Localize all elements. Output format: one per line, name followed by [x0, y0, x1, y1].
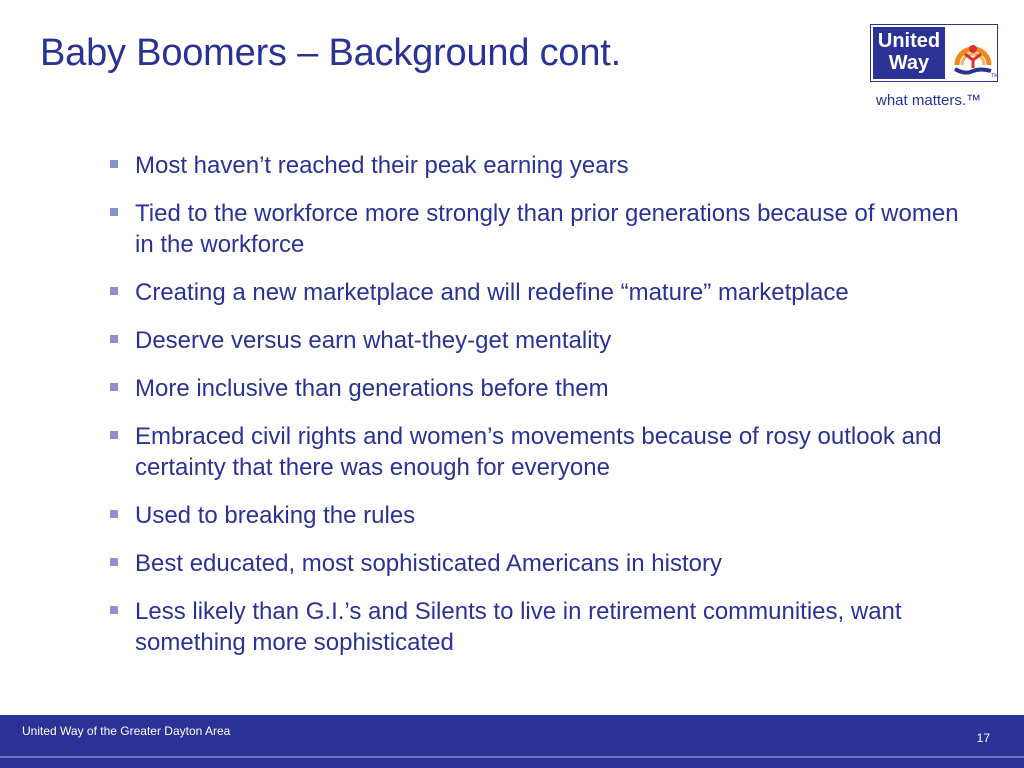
bullet-marker	[110, 160, 118, 168]
footer-bar	[0, 715, 1024, 768]
bullet-marker	[110, 606, 118, 614]
slide-title: Baby Boomers – Background cont.	[40, 32, 622, 74]
logo-line-2: Way	[888, 52, 930, 74]
footer-organization: United Way of the Greater Dayton Area	[22, 724, 231, 738]
bullet-marker	[110, 335, 118, 343]
logo-line-1: United	[877, 30, 941, 52]
bullet-text: More inclusive than generations before them	[135, 375, 609, 402]
bullet-item	[110, 373, 970, 404]
bullet-list	[110, 150, 970, 675]
bullet-item	[110, 325, 970, 356]
bullet-marker	[110, 510, 118, 518]
bullet-item	[110, 198, 970, 260]
bullet-marker	[110, 383, 118, 391]
footer-divider	[0, 756, 1024, 758]
bullet-item	[110, 150, 970, 181]
bullet-marker	[110, 287, 118, 295]
bullet-text: Embraced civil rights and women’s movements because of rosy outlook and certainty that there was enough for everyone	[135, 423, 942, 481]
bullet-item	[110, 500, 970, 531]
bullet-item	[110, 596, 970, 658]
bullet-text: Used to breaking the rules	[135, 502, 416, 529]
bullet-marker	[110, 558, 118, 566]
bullet-item	[110, 277, 970, 308]
bullet-item	[110, 548, 970, 579]
bullet-text: Tied to the workforce more strongly than prior generations because of women in the workforce	[135, 200, 959, 258]
logo-trademark: TM	[991, 73, 999, 79]
bullet-marker	[110, 208, 118, 216]
bullet-text: Best educated, most sophisticated Americans in history	[135, 550, 722, 577]
logo-box	[870, 24, 998, 82]
bullet-marker	[110, 431, 118, 439]
bullet-text: Deserve versus earn what-they-get mentality	[135, 327, 612, 354]
bullet-text: Most haven’t reached their peak earning years	[135, 152, 629, 179]
bullet-text: Creating a new marketplace and will redefine “mature” marketplace	[135, 279, 849, 306]
helping-hand-icon	[951, 29, 995, 79]
logo-wordmark	[873, 27, 945, 79]
bullet-text: Less likely than G.I.’s and Silents to live in retirement communities, want something more sophisticated	[135, 598, 902, 656]
united-way-logo	[870, 24, 1000, 119]
logo-tagline: what matters.™	[876, 92, 982, 109]
slide-number: 17	[976, 731, 990, 745]
bullet-item	[110, 421, 970, 483]
